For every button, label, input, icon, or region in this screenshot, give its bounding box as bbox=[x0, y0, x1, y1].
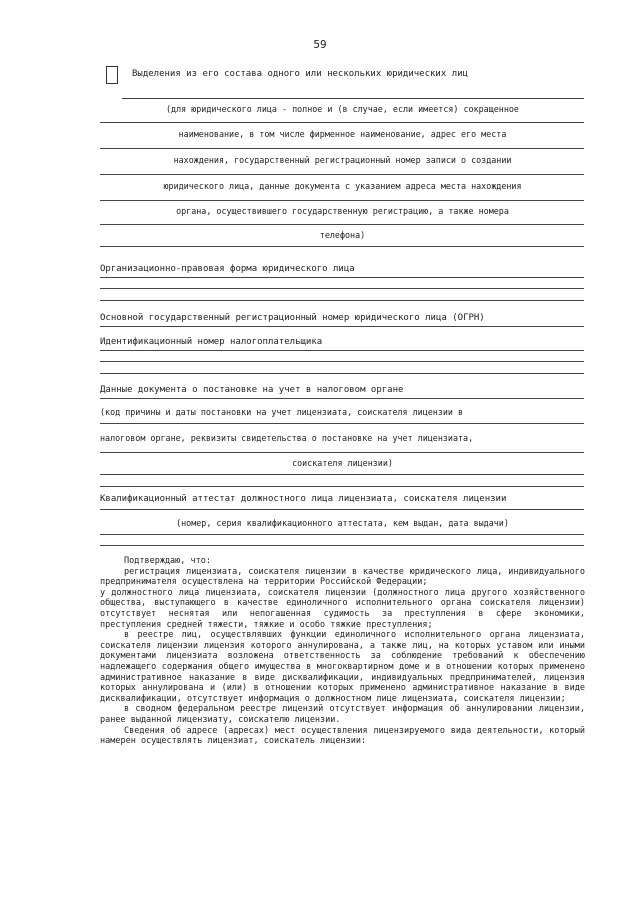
fill-line bbox=[100, 224, 584, 225]
fill-line bbox=[100, 200, 584, 201]
confirmation-item: в реестре лиц, осуществлявших функции единоличного исполнительного органа лицензиата, соискателя лицензии лицензия которого аннулирована, а также лиц, на которых уставом или иными документами лицензиата возложена ответственность за соблюдение требований к обеспечению надлежащего содержания общего имущества в многоквартирном доме и в отношении которых применено административное наказание в виде дисквалификации, индивидуальных предпринимателей, лицензия которых аннулирована и (или) в отношении которых применено административное наказание в виде дисквалификации, отсутствует информация о должностном лице лицензиата, соискателя лицензии; bbox=[100, 630, 585, 704]
tax-registration-note-line: налоговом органе, реквизиты свидетельства о постановке на учет лицензиата, bbox=[100, 433, 474, 443]
fill-line bbox=[100, 174, 584, 175]
fill-line bbox=[100, 452, 584, 453]
fill-line bbox=[100, 545, 584, 546]
fill-line bbox=[100, 300, 584, 301]
addresses-statement: Сведения об адресе (адресах) мест осуществления лицензируемого вида деятельности, который намерен осуществлять лицензиат, соискатель лицензии: bbox=[100, 725, 585, 747]
fill-line bbox=[100, 148, 584, 149]
legal-entity-note-line: юридического лица, данные документа с указанием адреса места нахождения bbox=[163, 181, 522, 191]
qualification-label: Квалификационный аттестат должностного лица лицензиата, соискателя лицензии bbox=[100, 494, 507, 504]
fill-line bbox=[100, 534, 584, 535]
legal-entity-note-line: наименование, в том числе фирменное наименование, адрес его места bbox=[178, 129, 507, 139]
fill-line bbox=[100, 373, 584, 374]
option-checkbox[interactable] bbox=[106, 66, 118, 84]
fill-line bbox=[100, 398, 584, 399]
option-heading: Выделения из его состава одного или нескольких юридических лиц bbox=[132, 69, 468, 79]
fill-line bbox=[100, 288, 584, 289]
confirmation-item: в сводном федеральном реестре лицензий отсутствует информация об аннулировании лицензии, ранее выданной лицензиату, соискателю лицензии. bbox=[100, 704, 585, 725]
fill-line bbox=[100, 509, 584, 510]
fill-line bbox=[122, 98, 584, 99]
inn-label: Идентификационный номер налогоплательщика bbox=[100, 337, 323, 347]
page-number: 59 bbox=[313, 38, 327, 51]
legal-entity-note-line: нахождения, государственный регистрационный номер записи о создании bbox=[173, 155, 512, 165]
fill-line bbox=[100, 350, 584, 351]
fill-line bbox=[100, 122, 584, 123]
confirmation-item: у должностного лица лицензиата, соискателя лицензии (должностного лица другого хозяйственного общества, выступающего в качестве единоличного исполнительного органа соискателя лицензии) отсутствует неснятая или непогашенная судимость за преступления в сфере экономики, преступления средней тяжести, тяжкие и особо тяжкие преступления; bbox=[100, 587, 585, 630]
confirmation-lead: Подтверждаю, что: bbox=[124, 556, 211, 566]
legal-entity-note-line: телефона) bbox=[319, 230, 366, 240]
fill-line bbox=[100, 361, 584, 362]
confirmation-item: регистрация лицензиата, соискателя лицензии в качестве юридического лица, индивидуального предпринимателя осуществлена на территории Российской Федерации; bbox=[100, 566, 585, 588]
fill-line bbox=[100, 246, 584, 247]
qualification-note: (номер, серия квалификационного аттестата, кем выдан, дата выдачи) bbox=[176, 518, 509, 528]
fill-line bbox=[100, 423, 584, 424]
tax-registration-label: Данные документа о постановке на учет в налоговом органе bbox=[100, 385, 404, 395]
legal-entity-note-line: (для юридического лица - полное и (в случае, если имеется) сокращенное bbox=[166, 104, 519, 114]
fill-line bbox=[100, 474, 584, 475]
legal-form-label: Организационно-правовая форма юридического лица bbox=[100, 264, 355, 274]
ogrn-label: Основной государственный регистрационный номер юридического лица (ОГРН) bbox=[100, 313, 485, 323]
confirmation-block bbox=[100, 556, 585, 747]
fill-line bbox=[100, 326, 584, 327]
fill-line bbox=[100, 486, 584, 487]
tax-registration-note-line: соискателя лицензии) bbox=[292, 458, 393, 468]
fill-line bbox=[100, 277, 584, 278]
tax-registration-note-line: (код причины и даты постановки на учет лицензиата, соискателя лицензии в bbox=[100, 407, 464, 417]
legal-entity-note-line: органа, осуществившего государственную регистрацию, а также номера bbox=[176, 206, 509, 216]
